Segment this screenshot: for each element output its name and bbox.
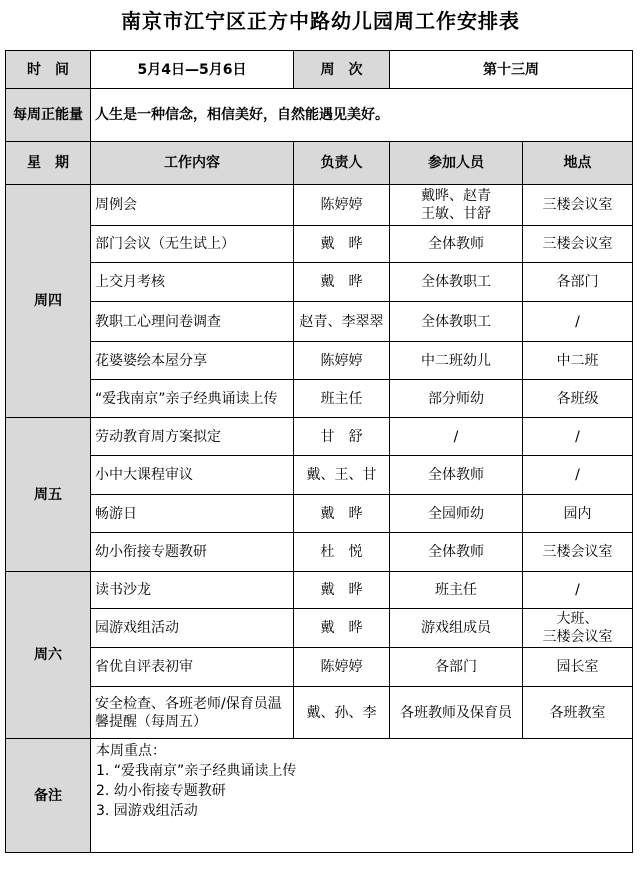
participants: 全体教师: [390, 226, 523, 263]
owner: 戴、孙、李: [294, 687, 390, 739]
remarks-item: 2. 幼小衔接专题教研: [96, 783, 226, 799]
owner: 班主任: [294, 380, 390, 418]
location: 各班教室: [523, 687, 633, 739]
page-title: 南京市江宁区正方中路幼儿园周工作安排表: [121, 9, 520, 33]
work-content: 省优自评表初审: [91, 648, 294, 687]
location: 大班、 三楼会议室: [523, 609, 633, 648]
location: 三楼会议室: [523, 533, 633, 572]
work-content: 小中大课程审议: [91, 456, 294, 495]
location: 三楼会议室: [523, 226, 633, 263]
schedule-table: [5, 50, 633, 853]
col-content: 工作内容: [91, 142, 294, 185]
work-content: 劳动教育周方案拟定: [91, 418, 294, 456]
owner: 陈婷婷: [294, 185, 390, 226]
schedule-row: [6, 648, 633, 687]
participants: /: [390, 418, 523, 456]
work-content: 部门会议（无生试上）: [91, 226, 294, 263]
work-content: 安全检查、各班老师/保育员温馨提醒（每周五）: [91, 687, 294, 739]
participants: 班主任: [390, 572, 523, 609]
owner: 戴 晔: [294, 572, 390, 609]
col-location: 地点: [523, 142, 633, 185]
schedule-row: [6, 609, 633, 648]
participants: 全体教师: [390, 456, 523, 495]
participants: 中二班幼儿: [390, 342, 523, 380]
location: 各班级: [523, 380, 633, 418]
remarks-content: [91, 739, 633, 853]
participants: 游戏组成员: [390, 609, 523, 648]
location: /: [523, 302, 633, 342]
day-label: 周六: [6, 572, 91, 739]
day-label: 周四: [6, 185, 91, 418]
energy-label: 每周正能量: [6, 89, 91, 142]
participants: 全体教职工: [390, 302, 523, 342]
participants: 全园师幼: [390, 495, 523, 533]
week-value: 第十三周: [390, 51, 633, 89]
work-content: 上交月考核: [91, 263, 294, 302]
schedule-row: [6, 495, 633, 533]
remarks-label: 备注: [6, 739, 91, 853]
owner: 陈婷婷: [294, 648, 390, 687]
energy-text: 人生是一种信念，相信美好，自然能遇见美好。: [91, 89, 633, 142]
schedule-row: [6, 263, 633, 302]
remarks-item: 3. 园游戏组活动: [96, 803, 198, 819]
work-content: 读书沙龙: [91, 572, 294, 609]
location: 园长室: [523, 648, 633, 687]
owner: 赵青、李翠翠: [294, 302, 390, 342]
location: 三楼会议室: [523, 185, 633, 226]
schedule-row: [6, 572, 633, 609]
col-owner: 负责人: [294, 142, 390, 185]
remarks-row: [6, 739, 633, 853]
location: /: [523, 456, 633, 495]
work-content: 幼小衔接专题教研: [91, 533, 294, 572]
time-value: 5月4日—5月6日: [91, 51, 294, 89]
time-label: 时 间: [6, 51, 91, 89]
schedule-row: [6, 418, 633, 456]
participants: 部分师幼: [390, 380, 523, 418]
schedule-row: [6, 302, 633, 342]
week-label: 周 次: [294, 51, 390, 89]
participants: 戴晔、赵青 王敏、甘舒: [390, 185, 523, 226]
schedule-row: [6, 380, 633, 418]
location: 园内: [523, 495, 633, 533]
owner: 戴 晔: [294, 263, 390, 302]
schedule-row: [6, 687, 633, 739]
work-content: “爱我南京”亲子经典诵读上传: [91, 380, 294, 418]
day-label: 周五: [6, 418, 91, 572]
schedule-row: [6, 456, 633, 495]
owner: 戴、王、甘: [294, 456, 390, 495]
location: 各部门: [523, 263, 633, 302]
energy-row: [6, 89, 633, 142]
header-row: [6, 51, 633, 89]
owner: 甘 舒: [294, 418, 390, 456]
owner: 杜 悦: [294, 533, 390, 572]
location: 中二班: [523, 342, 633, 380]
location: /: [523, 418, 633, 456]
participants: 各班教师及保育员: [390, 687, 523, 739]
participants: 全体教师: [390, 533, 523, 572]
remarks-heading: 本周重点：: [96, 743, 166, 759]
column-header-row: [6, 142, 633, 185]
work-content: 畅游日: [91, 495, 294, 533]
remarks-item: 1. “爱我南京”亲子经典诵读上传: [96, 763, 297, 779]
participants: 各部门: [390, 648, 523, 687]
schedule-row: [6, 342, 633, 380]
schedule-row: [6, 185, 633, 226]
work-content: 园游戏组活动: [91, 609, 294, 648]
owner: 陈婷婷: [294, 342, 390, 380]
work-content: 教职工心理问卷调查: [91, 302, 294, 342]
schedule-row: [6, 533, 633, 572]
owner: 戴 晔: [294, 495, 390, 533]
owner: 戴 晔: [294, 609, 390, 648]
col-day: 星 期: [6, 142, 91, 185]
schedule-row: [6, 226, 633, 263]
owner: 戴 晔: [294, 226, 390, 263]
work-content: 花婆婆绘本屋分享: [91, 342, 294, 380]
location: /: [523, 572, 633, 609]
participants: 全体教职工: [390, 263, 523, 302]
col-participants: 参加人员: [390, 142, 523, 185]
work-content: 周例会: [91, 185, 294, 226]
